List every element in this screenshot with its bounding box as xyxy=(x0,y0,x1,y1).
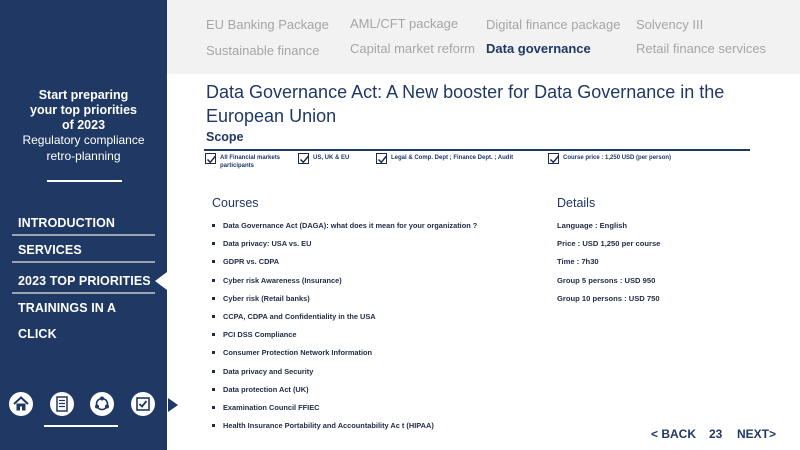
home-icon[interactable] xyxy=(9,392,33,416)
active-nav-pointer xyxy=(155,272,167,290)
package-sustainable-finance[interactable]: Sustainable finance xyxy=(206,43,320,58)
checkbox-checked-icon xyxy=(548,153,559,164)
checkbox-checked-icon xyxy=(298,153,309,164)
sidebar-subheading-line: Regulatory compliance xyxy=(22,133,145,147)
page-title: Data Governance Act: A New booster for Data Governance in the European Union xyxy=(206,82,725,126)
checkbox-checked-icon xyxy=(205,153,216,164)
bottom-icon-bar xyxy=(0,392,180,422)
detail-language: Language : English xyxy=(557,221,628,230)
checkbox-icon[interactable] xyxy=(131,392,155,416)
course-item[interactable]: Cyber risk (Retail banks) xyxy=(212,293,532,311)
detail-price: Price : USD 1,250 per course xyxy=(557,239,661,249)
document-list-icon[interactable] xyxy=(50,392,74,416)
nav-item-top-priorities[interactable]: 2023 TOP PRIORITIES xyxy=(12,268,155,294)
next-button[interactable]: NEXT> xyxy=(737,427,777,441)
scope-label-text: Legal & Comp. Dept ; Finance Dept. ; Audit xyxy=(391,155,514,161)
play-arrow-icon xyxy=(168,398,178,412)
scope-label-text: Course price : 1,250 USD (per person) xyxy=(563,155,672,161)
checkbox-checked-icon xyxy=(376,153,387,164)
sidebar xyxy=(0,0,167,450)
course-item[interactable]: Health Insurance Portability and Accountability Ac t (HIPAA) xyxy=(212,420,532,438)
detail-group-5: Group 5 persons : USD 950 xyxy=(557,275,656,285)
course-item[interactable]: Data privacy: USA vs. EU xyxy=(212,238,532,256)
course-item[interactable]: Data Governance Act (DAGA): what does it mean for your organization ? xyxy=(212,220,532,238)
detail-time: Time : 7h30 xyxy=(557,257,599,267)
package-aml-cft[interactable]: AML/CFT package xyxy=(350,16,459,31)
package-solvency[interactable]: Solvency III xyxy=(636,17,704,32)
sidebar-heading-line: your top priorities xyxy=(30,103,137,117)
cycle-icon[interactable] xyxy=(90,392,114,416)
icon-bar-underline xyxy=(44,425,118,427)
sidebar-divider xyxy=(47,180,122,182)
nav-item-services[interactable]: SERVICES xyxy=(12,237,155,263)
sidebar-heading-line: Start preparing xyxy=(38,88,129,102)
course-item[interactable]: GDPR vs. CDPA xyxy=(212,256,532,274)
sidebar-heading-line: of 2023 xyxy=(61,118,106,132)
details-list xyxy=(557,220,660,311)
nav-item-introduction[interactable]: INTRODUCTION xyxy=(12,210,155,236)
nav-item-trainings[interactable]: TRAININGS IN A CLICK xyxy=(18,301,116,341)
scope-label-text: All Financial markets participants xyxy=(220,155,281,169)
package-digital-finance[interactable]: Digital finance package xyxy=(486,17,621,32)
detail-group-10: Group 10 persons : USD 750 xyxy=(557,293,660,303)
scope-label-text: US, UK & EU xyxy=(313,155,350,161)
page-number: 23 xyxy=(709,427,723,441)
courses-list xyxy=(212,220,532,438)
courses-heading: Courses xyxy=(212,196,259,210)
course-item[interactable]: Consumer Protection Network Information xyxy=(212,347,532,365)
course-item[interactable]: Data privacy and Security xyxy=(212,366,532,384)
back-button[interactable]: < BACK xyxy=(651,427,697,441)
package-eu-banking[interactable]: EU Banking Package xyxy=(206,17,329,32)
course-item[interactable]: Examination Council FFIEC xyxy=(212,402,532,420)
course-item[interactable]: CCPA, CDPA and Confidentiality in the USA xyxy=(212,311,532,329)
course-item[interactable]: PCI DSS Compliance xyxy=(212,329,532,347)
course-item[interactable]: Data protection Act (UK) xyxy=(212,384,532,402)
package-data-governance[interactable]: Data governance xyxy=(486,41,591,56)
sidebar-heading xyxy=(8,88,159,164)
package-retail-finance[interactable]: Retail finance services xyxy=(636,41,767,56)
scope-label: Scope xyxy=(206,130,244,144)
package-menu xyxy=(167,0,800,74)
sidebar-subheading-line: retro-planning xyxy=(46,148,121,163)
scope-divider xyxy=(204,149,750,151)
course-item[interactable]: Cyber risk Awareness (Insurance) xyxy=(212,275,532,293)
details-heading: Details xyxy=(557,196,596,210)
package-capital-market[interactable]: Capital market reform xyxy=(350,41,475,56)
